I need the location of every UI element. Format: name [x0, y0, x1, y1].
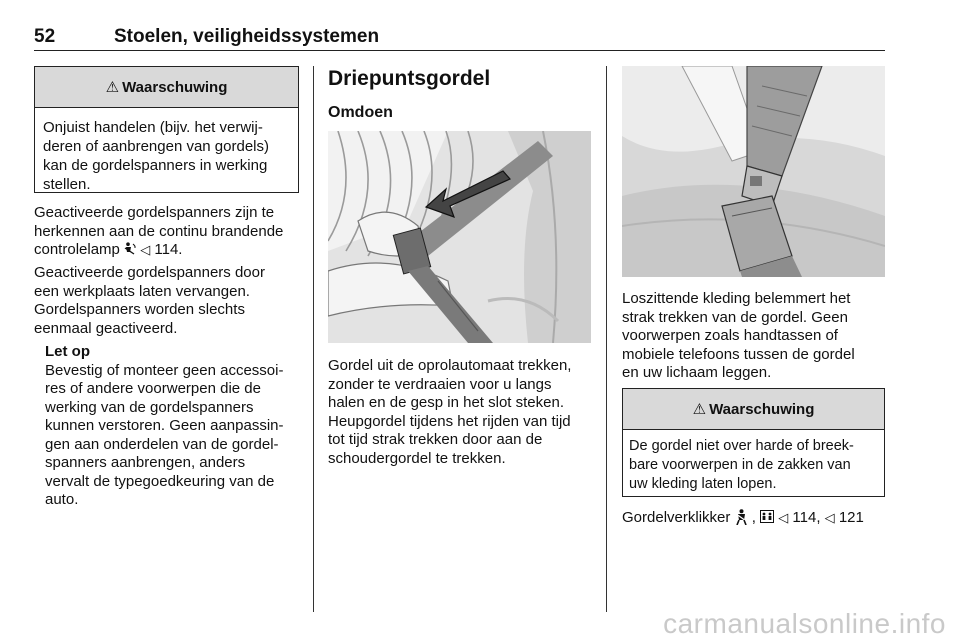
text-line: gen aan onderdelen van de gordel- — [45, 435, 279, 453]
text-line: kan de gordelspanners in werking — [43, 157, 268, 174]
page-ref-arrow-icon: ◁ — [140, 243, 151, 258]
warning-triangle-icon: ⚠ — [105, 79, 120, 96]
text-line: uw kleding laten lopen. — [629, 476, 777, 492]
text-line: De gordel niet over harde of breek- — [629, 438, 854, 454]
text-line: mobiele telefoons tussen de gordel — [622, 345, 855, 363]
text-line: tot tijd strak trekken door aan de — [328, 431, 543, 448]
warning-title: Waarschuwing — [709, 400, 815, 418]
text-fragment: controlelamp — [34, 241, 120, 258]
section-title: Driepuntsgordel — [328, 67, 491, 90]
paragraph-tensioner-lamp — [34, 204, 309, 261]
text-line: bare voorwerpen in de zakken van — [629, 457, 851, 473]
warning-text — [623, 430, 884, 502]
caption-fastening — [328, 357, 600, 468]
text-line: zonder te verdraaien voor u langs — [328, 375, 552, 393]
column-divider-right — [606, 66, 607, 612]
text-line: deren of aanbrengen van gordels) — [43, 138, 269, 155]
page-ref-arrow-icon: ◁ — [778, 511, 789, 526]
warning-text — [35, 108, 298, 204]
page-ref: 114. — [154, 241, 183, 258]
rear-seatbelt-icon — [760, 509, 778, 526]
illustration-buckle — [622, 66, 885, 277]
text-line: een werkplaats laten vervangen. — [34, 282, 250, 300]
page-ref: 121 — [838, 509, 864, 526]
page-title: Stoelen, veiligheidssystemen — [114, 26, 380, 47]
text-line: werking van de gordelspanners — [45, 398, 254, 416]
text-line: Onjuist handelen (bijv. het verwij- — [43, 119, 263, 136]
text-line: halen en de gesp in het slot steken. — [328, 394, 565, 411]
text-line — [34, 241, 309, 261]
warning-triangle-icon: ⚠ — [692, 401, 707, 418]
text-line: strak trekken van de gordel. Geen — [622, 308, 848, 326]
note-title: Let op — [45, 343, 90, 360]
warning-box-left — [34, 66, 299, 193]
text-line: kunnen verstoren. Geen aanpassin- — [45, 417, 284, 434]
seatbelt-reminder-icon — [735, 509, 752, 526]
text-line: Loszittende kleding belemmert het — [622, 290, 851, 307]
text-line: voorwerpen zoals handtassen of — [622, 327, 838, 344]
illustration-fastening-belt — [328, 131, 591, 343]
warning-header — [35, 67, 298, 108]
text-line: Gordelspanners worden slechts — [34, 301, 245, 318]
paragraph-loose-clothing — [622, 290, 887, 383]
text-line: res of andere voorwerpen die de — [45, 380, 261, 397]
warning-header — [623, 389, 884, 430]
text-line: Gordel uit de oprolautomaat trekken, — [328, 357, 572, 374]
page-header — [34, 22, 885, 51]
column-divider-left — [313, 66, 314, 612]
text-line: en uw lichaam leggen. — [622, 364, 772, 381]
watermark: carmanualsonline.info — [663, 608, 946, 639]
page-number: 52 — [34, 26, 56, 47]
warning-title: Waarschuwing — [122, 78, 228, 96]
tensioner-lamp-icon — [124, 243, 140, 258]
text-fragment: Gordelverklikker — [622, 509, 731, 526]
subsection-title: Omdoen — [328, 104, 393, 121]
text-line: auto. — [45, 491, 79, 508]
paragraph-replace-tensioners — [34, 264, 309, 338]
text-line: vervalt de typegoedkeuring van de — [45, 472, 275, 490]
paragraph-belt-reminder: Gordelverklikker , ◁ 114, ◁ 121 — [622, 509, 864, 526]
page-ref-arrow-icon: ◁ — [824, 511, 835, 526]
text-line: Bevestig of monteer geen accessoi- — [45, 361, 284, 379]
warning-box-right — [622, 388, 885, 497]
page-ref: 114, — [792, 509, 821, 526]
note-block — [45, 343, 307, 510]
text-line: Geactiveerde gordelspanners door — [34, 264, 265, 281]
text-line: Geactiveerde gordelspanners zijn te — [34, 204, 275, 221]
text-line: Heupgordel tijdens het rijden van tijd — [328, 412, 571, 430]
text-line: eenmaal geactiveerd. — [34, 319, 178, 337]
text-line: schoudergordel te trekken. — [328, 449, 506, 467]
text-line: herkennen aan de continu brandende — [34, 222, 284, 240]
text-line: spanners aanbrengen, anders — [45, 454, 246, 471]
text-line: stellen. — [43, 176, 91, 193]
